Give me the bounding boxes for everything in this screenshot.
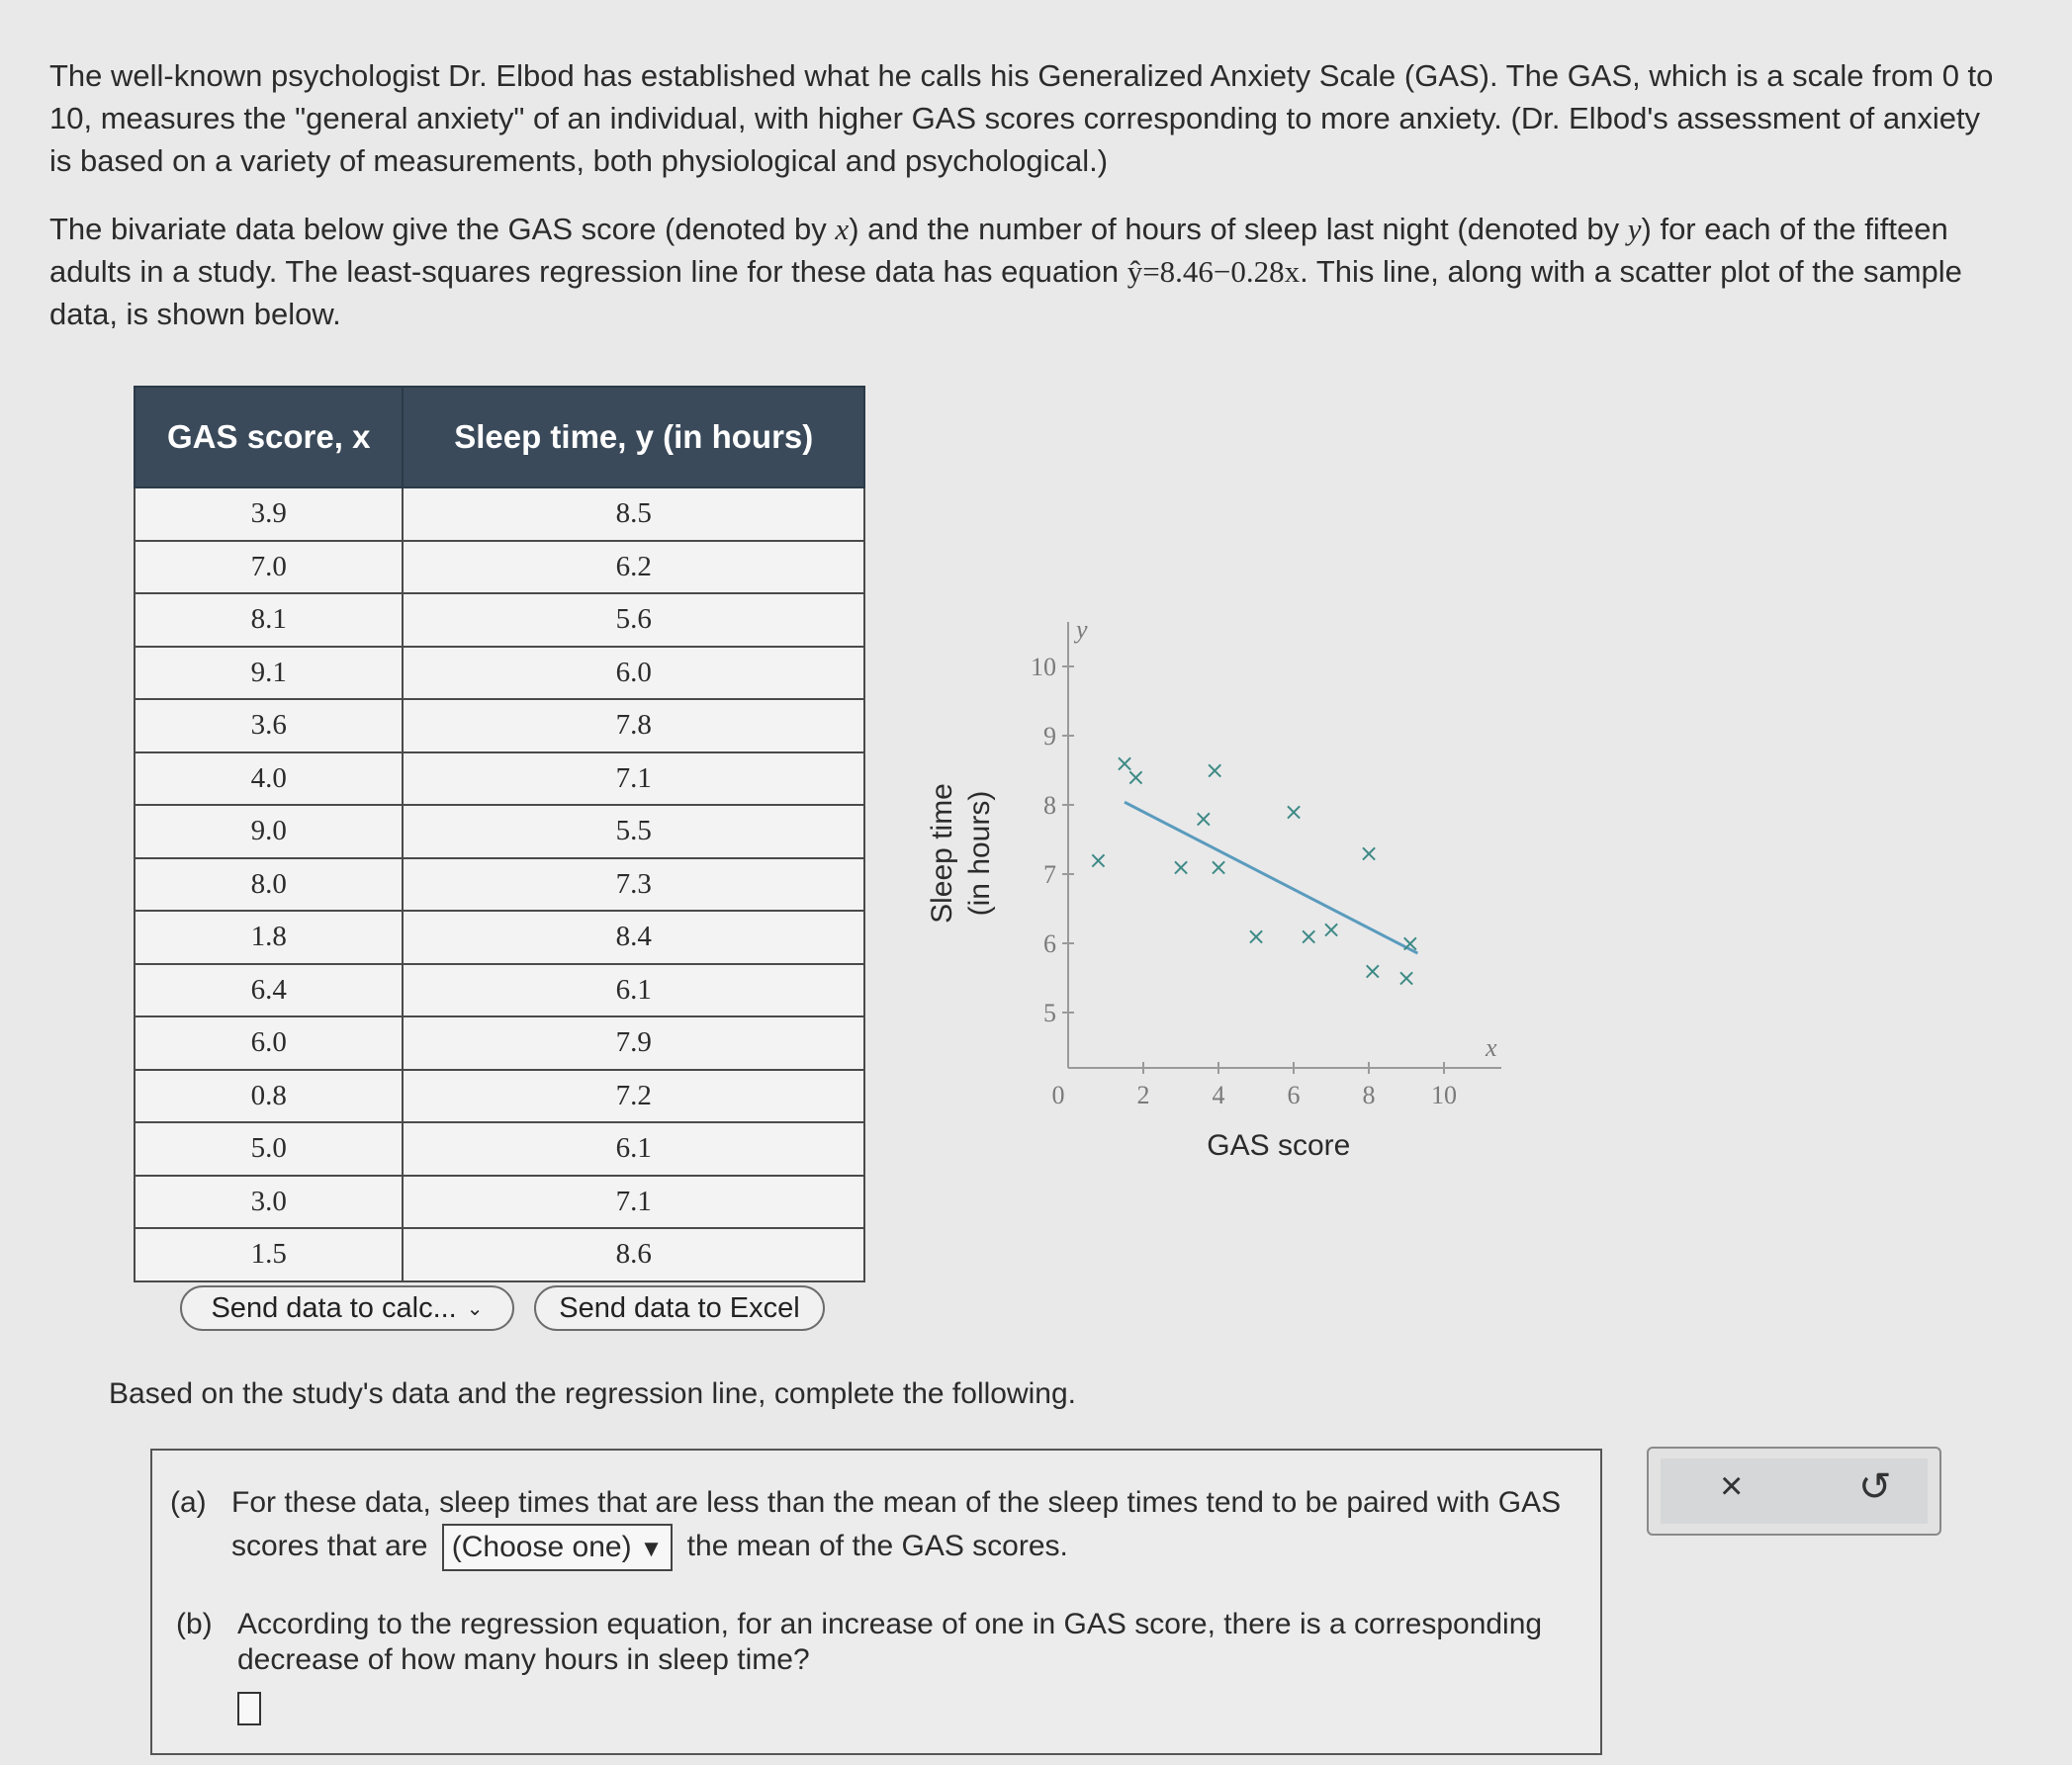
x-tick-label: 2 [1136,1081,1150,1109]
cell-sleep-time: 6.0 [403,647,864,700]
cell-sleep-time: 7.3 [403,858,864,912]
math-x: x [835,212,850,246]
data-point: × [1320,916,1342,943]
data-point: × [1283,798,1305,826]
cell-gas-score: 0.8 [135,1070,403,1123]
clear-button[interactable]: × [1720,1464,1744,1508]
header-sleep-time: Sleep time, y (in hours) [403,387,864,487]
cell-gas-score: 7.0 [135,541,403,594]
cell-sleep-time: 7.9 [403,1016,864,1070]
x-tick-label: 0 [1051,1081,1065,1109]
regression-line [1125,802,1417,953]
math-y: y [1627,212,1642,246]
choose-one-select[interactable]: (Choose one) ▼ [442,1524,674,1571]
y-tick-label: 5 [1043,999,1056,1027]
cell-sleep-time: 5.6 [403,593,864,647]
header-gas-score: GAS score, x [135,387,403,487]
question-b-label: (b) [176,1608,213,1640]
cell-gas-score: 1.8 [135,911,403,964]
table-row [135,593,864,647]
x-axis-title: GAS score [1207,1129,1351,1162]
regression-equation: ŷ=8.46−0.28x [1126,254,1301,289]
y-tick-label: 8 [1043,791,1056,820]
cell-sleep-time: 8.5 [403,487,864,541]
table-row [135,647,864,700]
cell-gas-score: 3.6 [135,699,403,752]
data-point: × [1399,929,1420,957]
undo-button[interactable]: ↺ [1858,1465,1892,1509]
table-row [135,752,864,806]
table-row [135,1016,864,1070]
table-row [135,699,864,752]
cell-gas-score: 3.0 [135,1176,403,1229]
answer-input[interactable] [237,1692,261,1725]
intro-paragraph-2: The bivariate data below give the GAS score (denoted by x) and the number of hours of sleep last night (denoted by y) for each of the fifteen adults in a study. The least-squares regression line for these data has equation ŷ=8.46−0.28x. This line, along with a scatter plot of the sample data, is shown below. [49,212,1962,331]
cell-gas-score: 9.0 [135,805,403,858]
table-row [135,964,864,1017]
data-point: × [1126,763,1146,791]
table-row [135,1122,864,1176]
table-row [135,805,864,858]
x-axis-letter: x [1486,1033,1497,1062]
table-row [135,1070,864,1123]
cell-sleep-time: 5.5 [403,805,864,858]
data-point: × [1088,846,1109,874]
cell-sleep-time: 8.4 [403,911,864,964]
data-point: × [1362,957,1383,985]
data-point: × [1396,964,1417,992]
y-tick-label: 6 [1043,929,1056,958]
y-tick-label: 10 [1031,653,1056,681]
cell-sleep-time: 6.1 [403,964,864,1017]
cell-sleep-time: 7.1 [403,752,864,806]
data-point: × [1114,750,1135,777]
question-b: (b) According to the regression equation, for an increase of one in GAS score, there is a corresponding decrease of how many hours in sleep time? [176,1607,1600,1725]
cell-gas-score: 8.0 [135,858,403,912]
data-point: × [1170,853,1192,881]
table-row [135,1228,864,1281]
data-point: × [1245,923,1267,950]
data-point: × [1358,839,1380,867]
cell-gas-score: 4.0 [135,752,403,806]
y-tick-label: 9 [1043,722,1056,750]
intro-paragraph-1: The well-known psychologist Dr. Elbod has established what he calls his Generalized Anxiety Scale (GAS). The GAS, which is a scale from 0 to 10, measures the "general anxiety" of an individual, with higher GAS scores corresponding to more anxiety. (Dr. Elbod's assessment of anxiety is based on a variety of measurements, both physiological and psychological.) [49,58,1994,178]
question-a-label: (a) [170,1486,207,1519]
table-row [135,1176,864,1229]
y-tick-label: 7 [1043,860,1056,889]
data-point: × [1208,853,1229,881]
scatter-plot-svg [910,554,1543,1167]
cell-gas-score: 1.5 [135,1228,403,1281]
send-to-excel-button[interactable]: Send data to Excel [534,1285,825,1331]
data-point: × [1205,756,1225,784]
cell-sleep-time: 8.6 [403,1228,864,1281]
chevron-down-icon: ⌄ [466,1298,484,1321]
y-axis-letter: y [1076,615,1088,644]
x-tick-label: 4 [1212,1081,1225,1109]
dropdown-triangle-icon: ▼ [639,1536,664,1562]
scatter-plot [910,554,1543,1167]
question-a: (a) For these data, sleep times that are less than the mean of the sleep times tend to be paired with GAS scores that are (Choose one) ▼ the mean of the GAS scores. [170,1482,1594,1571]
data-point: × [1299,923,1319,950]
cell-gas-score: 6.0 [135,1016,403,1070]
table-row [135,911,864,964]
cell-gas-score: 9.1 [135,647,403,700]
cell-gas-score: 3.9 [135,487,403,541]
y-axis-title: Sleep time (in hours) [926,783,996,924]
tool-panel [1647,1447,1941,1536]
x-tick-label: 8 [1362,1081,1376,1109]
question-intro: Based on the study's data and the regression line, complete the following. [109,1377,1077,1410]
cell-sleep-time: 7.2 [403,1070,864,1123]
x-tick-label: 10 [1431,1081,1457,1109]
x-tick-label: 6 [1287,1081,1301,1109]
table-row [135,541,864,594]
cell-gas-score: 5.0 [135,1122,403,1176]
cell-sleep-time: 6.1 [403,1122,864,1176]
table-row [135,487,864,541]
table-row [135,858,864,912]
question-box [150,1449,1602,1755]
cell-sleep-time: 7.1 [403,1176,864,1229]
send-to-calc-button[interactable]: Send data to calc... ⌄ [180,1285,514,1331]
cell-gas-score: 6.4 [135,964,403,1017]
cell-sleep-time: 7.8 [403,699,864,752]
data-table [134,386,865,1282]
data-point: × [1193,805,1214,833]
cell-sleep-time: 6.2 [403,541,864,594]
cell-gas-score: 8.1 [135,593,403,647]
